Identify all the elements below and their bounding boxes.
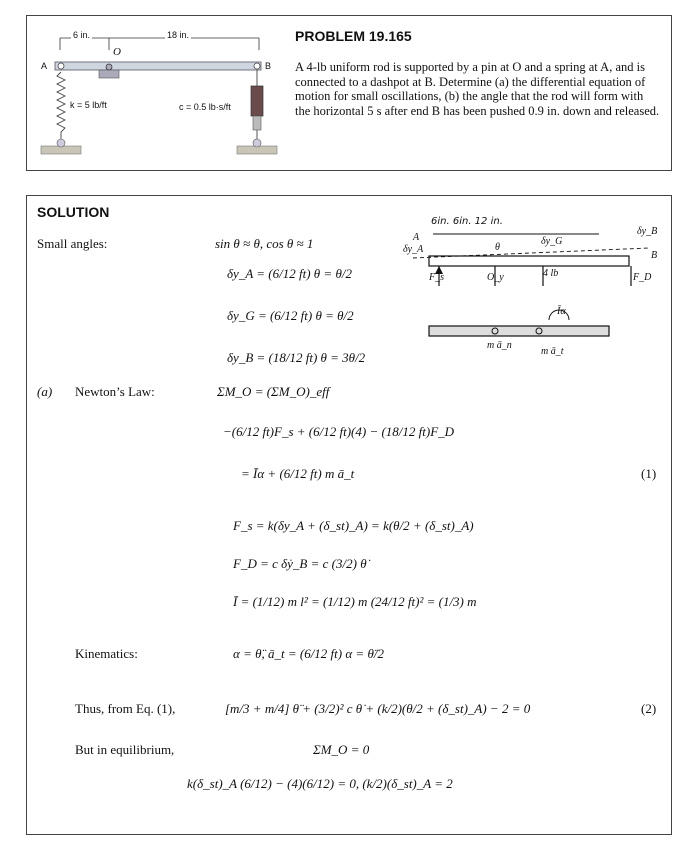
solution-box xyxy=(26,195,672,835)
sketch-label-3: 4 lb xyxy=(543,268,559,279)
eq-inertia: Ī = (1/12) m l² = (1/12) m (24/12 ft)² = (1/3) m xyxy=(233,594,477,609)
label-part-a: (a) xyxy=(37,384,53,399)
eq-number-1: (1) xyxy=(641,466,657,481)
sketch-label-5: δy_B xyxy=(637,226,658,237)
problem-statement: A 4-lb uniform rod is supported by a pin at O and a spring at A, and is connected to a dashpot at B. Determine (a) the differential equation of motion for small oscillations, (b) the angle that the rod will form with the horizontal 5 s after end B has been pushed 0.9 in. down and released. xyxy=(295,60,660,118)
free-body-sketch xyxy=(399,212,669,372)
rod xyxy=(55,62,261,70)
problem-box xyxy=(26,15,672,171)
eq-moment-lhs: −(6/12 ft)F_s + (6/12 ft)(4) − (18/12 ft)F_D xyxy=(223,424,455,439)
spring-icon xyxy=(57,72,65,144)
sketch-label-11: B xyxy=(651,250,658,261)
label-thus: Thus, from Eq. (1), xyxy=(75,701,176,716)
spring-label: k = 5 lb/ft xyxy=(70,100,107,110)
label-b: B xyxy=(265,61,272,71)
sketch-label-0: δy_A xyxy=(403,244,424,255)
dim-right-label: 18 in. xyxy=(167,30,190,40)
eq-differential: [m/3 + m/4] θ̈ + (3/2)² c θ̇ + (k/2)(θ/2 + (δ_st)_A) − 2 = 0 xyxy=(225,701,531,716)
dashpot-label: c = 0.5 lb·s/ft xyxy=(179,102,231,112)
eq-spring-force: F_s = k(δy_A + (δ_st)_A) = k(θ/2 + (δ_st)_A) xyxy=(233,518,474,533)
sketch-label-4: F_D xyxy=(633,272,652,283)
sketch-dims: 6in. 6in. 12 in. xyxy=(431,216,503,227)
eq-kinematics: α = θ̈, ā_t = (6/12 ft) α = θ̈/2 xyxy=(233,646,384,661)
label-newton: Newton’s Law: xyxy=(75,384,155,399)
problem-figure xyxy=(27,16,289,172)
eq-dy-b: δy_B = (18/12 ft) θ = 3θ/2 xyxy=(227,350,366,365)
sketch-label-10: m ā_t xyxy=(541,346,564,357)
eq-small-angles: sin θ ≈ θ, cos θ ≈ 1 xyxy=(215,236,314,251)
problem-title: PROBLEM 19.165 xyxy=(295,28,412,44)
eq-damper-force: F_D = c δẏ_B = c (3/2) θ̇ xyxy=(233,556,367,571)
sketch-label-6: δy_G xyxy=(541,236,563,247)
dim-left-label: 6 in. xyxy=(73,30,91,40)
sketch-label-1: F_s xyxy=(429,272,444,283)
eq-dy-g: δy_G = (6/12 ft) θ = θ/2 xyxy=(227,308,354,323)
eq-moment-rhs: = Īα + (6/12 ft) m ā_t xyxy=(241,466,355,481)
dashpot-icon xyxy=(251,86,263,116)
label-o: O xyxy=(113,46,121,58)
sketch-label-7: θ xyxy=(495,242,500,253)
label-kinematics: Kinematics: xyxy=(75,646,138,661)
sketch-label-2: O_y xyxy=(487,272,504,283)
label-a: A xyxy=(41,61,48,71)
eq-equilibrium: k(δ_st)_A (6/12) − (4)(6/12) = 0, (k/2)(δ_st)_A = 2 xyxy=(187,776,453,791)
sketch-label-9: m ā_n xyxy=(487,340,512,351)
sketch-label-12: A xyxy=(413,232,420,243)
eq-equilibrium-sum: ΣM_O = 0 xyxy=(313,742,370,757)
eq-sum-moments: ΣM_O = (ΣM_O)_eff xyxy=(217,384,330,399)
pin-o xyxy=(106,64,112,70)
label-equilibrium: But in equilibrium, xyxy=(75,742,175,757)
sketch-label-8: Īα xyxy=(557,306,566,317)
eq-number-2: (2) xyxy=(641,701,657,716)
eq-dy-a: δy_A = (6/12 ft) θ = θ/2 xyxy=(227,266,352,281)
solution-title: SOLUTION xyxy=(37,204,110,220)
label-small-angles: Small angles: xyxy=(37,236,108,251)
